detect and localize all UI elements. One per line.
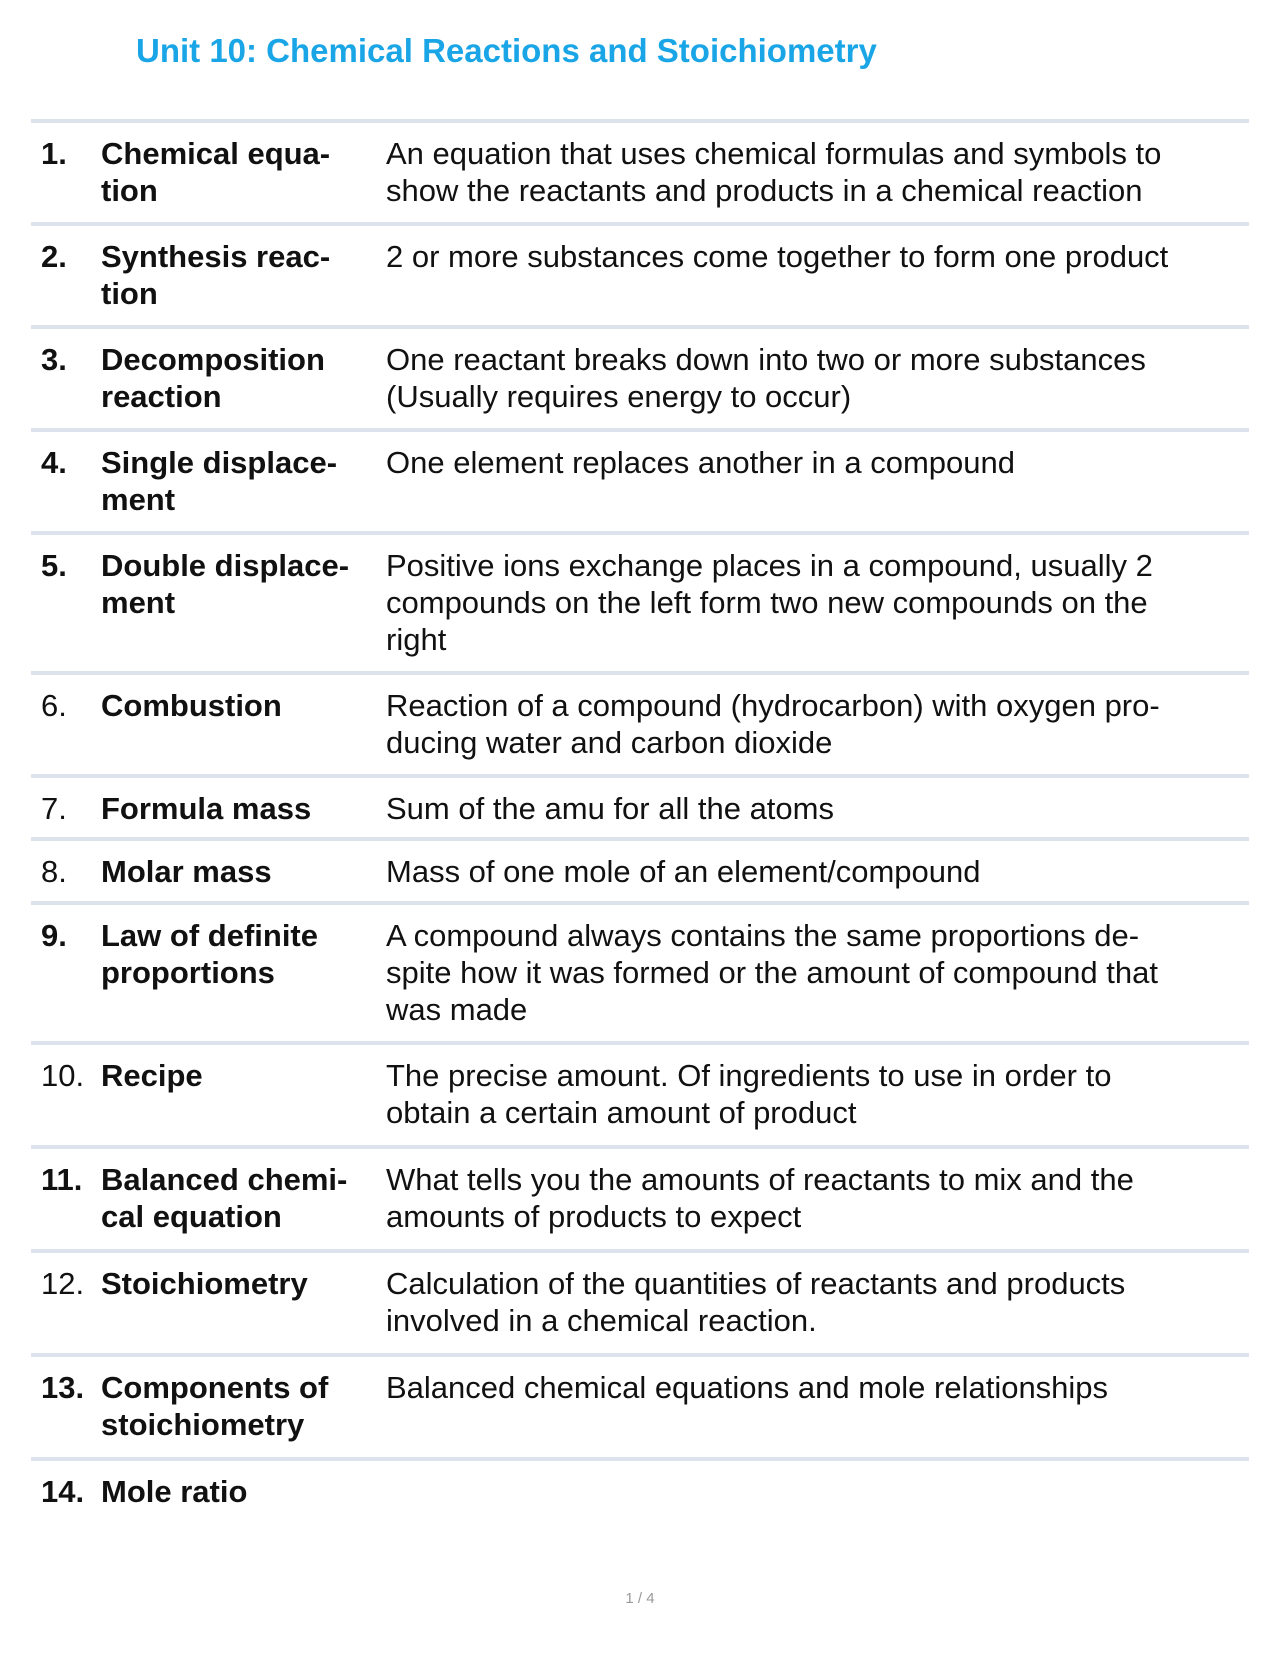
term-line: Balanced chemi- [101, 1162, 348, 1197]
glossary-row-10 [31, 1045, 1249, 1149]
definition [386, 238, 1246, 275]
term-line: Components of [101, 1370, 329, 1405]
definition-line: 2 or more substances come together to form one product [386, 239, 1169, 274]
term [101, 687, 381, 724]
definition-line: Positive ions exchange places in a compound, usually 2 [386, 548, 1153, 583]
term-line: Recipe [101, 1058, 203, 1093]
definition-line: (Usually requires energy to occur) [386, 379, 852, 414]
definition [386, 135, 1246, 209]
glossary-row-8 [31, 841, 1249, 905]
row-number: 1. [41, 136, 67, 171]
row-number: 10. [41, 1058, 85, 1093]
definition-line: spite how it was formed or the amount of compound that [386, 955, 1158, 990]
glossary-row-2 [31, 226, 1249, 329]
definition [386, 444, 1246, 481]
term [101, 1473, 381, 1510]
glossary-row-3 [31, 329, 1249, 432]
term [101, 917, 381, 991]
term [101, 1161, 381, 1235]
definition [386, 917, 1246, 1028]
glossary-table [31, 119, 1249, 1531]
definition-line: One element replaces another in a compound [386, 445, 1016, 480]
row-number: 8. [41, 854, 67, 889]
definition-line: One reactant breaks down into two or more substances [386, 342, 1146, 377]
glossary-row-14 [31, 1461, 1249, 1531]
row-number: 3. [41, 342, 67, 377]
term-line: Double displace- [101, 548, 350, 583]
definition-line: Sum of the amu for all the atoms [386, 791, 834, 826]
definition-line: What tells you the amounts of reactants to mix and the [386, 1162, 1134, 1197]
definition [386, 341, 1246, 415]
term-line: Law of definite [101, 918, 318, 953]
page-indicator: 1 / 4 [625, 1590, 655, 1607]
glossary-row-7 [31, 778, 1249, 841]
definition [386, 687, 1246, 761]
row-number: 14. [41, 1474, 85, 1509]
definition [386, 1057, 1246, 1131]
definition-line: right [386, 622, 447, 657]
glossary-row-9 [31, 905, 1249, 1045]
page-title: Unit 10: Chemical Reactions and Stoichiometry [136, 32, 877, 69]
term [101, 238, 381, 312]
term [101, 341, 381, 415]
term-line: Combustion [101, 688, 282, 723]
row-number: 12. [41, 1266, 85, 1301]
term-line: tion [101, 276, 158, 311]
definition-line: compounds on the left form two new compounds on the [386, 585, 1148, 620]
row-number: 4. [41, 445, 67, 480]
term-line: Stoichiometry [101, 1266, 308, 1301]
glossary-row-13 [31, 1357, 1249, 1461]
glossary-row-11 [31, 1149, 1249, 1253]
term-line: Mole ratio [101, 1474, 248, 1509]
definition-line: amounts of products to expect [386, 1199, 802, 1234]
term-line: cal equation [101, 1199, 282, 1234]
term [101, 547, 381, 621]
term [101, 1369, 381, 1443]
term [101, 1265, 381, 1302]
definition-line: was made [386, 992, 528, 1027]
glossary-row-4 [31, 432, 1249, 535]
term [101, 1057, 381, 1094]
term [101, 444, 381, 518]
definition-line: ducing water and carbon dioxide [386, 725, 833, 760]
row-number: 6. [41, 688, 67, 723]
term-line: Chemical equa- [101, 136, 331, 171]
definition-line: Balanced chemical equations and mole relationships [386, 1370, 1109, 1405]
row-number: 5. [41, 548, 67, 583]
term [101, 135, 381, 209]
term-line: Single displace- [101, 445, 338, 480]
term-line: Decomposition [101, 342, 325, 377]
definition-line: A compound always contains the same proportions de- [386, 918, 1140, 953]
definition-line: Mass of one mole of an element/compound [386, 854, 981, 889]
row-number: 9. [41, 918, 67, 953]
term-line: reaction [101, 379, 222, 414]
row-number: 2. [41, 239, 67, 274]
definition-line: Calculation of the quantities of reactants and products [386, 1266, 1126, 1301]
definition-line: An equation that uses chemical formulas and symbols to [386, 136, 1162, 171]
term-line: ment [101, 585, 176, 620]
definition [386, 790, 1246, 827]
term-line: Synthesis reac- [101, 239, 331, 274]
definition [386, 547, 1246, 658]
term [101, 790, 381, 827]
glossary-row-6 [31, 675, 1249, 778]
term [101, 853, 381, 890]
term-line: tion [101, 173, 158, 208]
row-number: 11. [41, 1162, 83, 1197]
definition-line: show the reactants and products in a chemical reaction [386, 173, 1143, 208]
term-line: Molar mass [101, 854, 272, 889]
glossary-row-5 [31, 535, 1249, 675]
row-number: 13. [41, 1370, 85, 1405]
term-line: Formula mass [101, 791, 312, 826]
term-line: stoichiometry [101, 1407, 305, 1442]
definition-line: obtain a certain amount of product [386, 1095, 857, 1130]
row-number: 7. [41, 791, 67, 826]
definition-line: The precise amount. Of ingredients to use in order to [386, 1058, 1112, 1093]
definition-line: involved in a chemical reaction. [386, 1303, 817, 1338]
term-line: ment [101, 482, 176, 517]
definition-line: Reaction of a compound (hydrocarbon) with oxygen pro- [386, 688, 1160, 723]
definition [386, 853, 1246, 890]
glossary-row-12 [31, 1253, 1249, 1357]
definition [386, 1161, 1246, 1235]
definition [386, 1265, 1246, 1339]
definition [386, 1369, 1246, 1406]
glossary-row-1 [31, 123, 1249, 226]
term-line: proportions [101, 955, 275, 990]
